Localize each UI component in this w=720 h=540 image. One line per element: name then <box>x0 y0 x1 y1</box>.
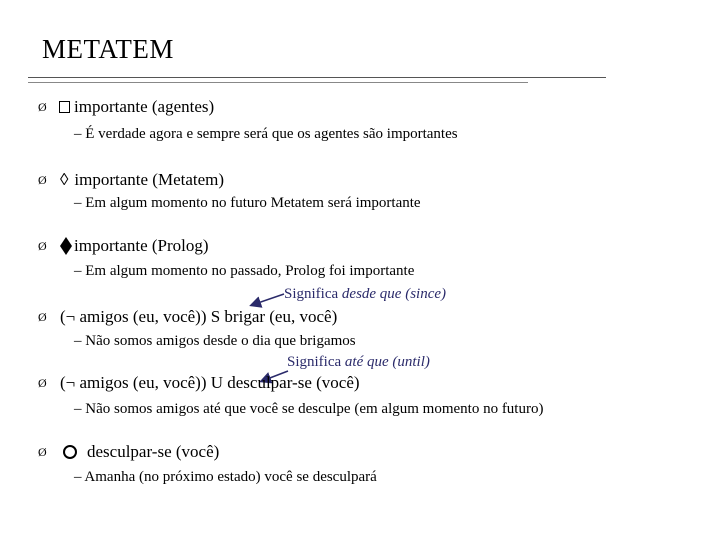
sub-since: – Não somos amigos desde o dia que brigamos <box>74 333 356 349</box>
bullet-text: (¬ amigos (eu, você)) U desculpar-se (você) <box>60 373 360 392</box>
note-meaning: desde que (since) <box>341 286 447 302</box>
bullet-text: importante (Metatem) <box>74 170 225 189</box>
bullet-text: importante (Prolog) <box>74 236 209 255</box>
sub-sometime-past: – Em algum momento no passado, Prolog foi importante <box>74 263 415 279</box>
bullet-text: desculpar-se (você) <box>87 442 220 461</box>
next-operator-icon <box>63 445 77 459</box>
sub-always: – É verdade agora e sempre será que os agentes são importantes <box>74 126 458 142</box>
note-until <box>287 354 430 371</box>
bullet-next <box>38 442 219 462</box>
sub-until: – Não somos amigos até que você se desculpe (em algum momento no futuro) <box>74 401 544 417</box>
note-prefix: Significa <box>287 354 342 370</box>
diamond-operator-icon: ◊ <box>60 170 69 189</box>
sub-next: – Amanha (no próximo estado) você se desculpará <box>74 469 377 485</box>
bullet-arrow-icon: Ø <box>38 238 47 253</box>
bullet-text: importante (agentes) <box>74 97 215 116</box>
note-meaning: até que (until) <box>344 354 430 370</box>
bullet-until <box>38 373 360 393</box>
bullet-text: (¬ amigos (eu, você)) S brigar (eu, você) <box>60 307 338 326</box>
bullet-arrow-icon: Ø <box>38 375 47 390</box>
sub-sometime-future: – Em algum momento no futuro Metatem será importante <box>74 195 421 211</box>
bullet-arrow-icon: Ø <box>38 99 47 114</box>
bullet-since <box>38 307 337 327</box>
bullet-arrow-icon: Ø <box>38 172 47 187</box>
bullet-arrow-icon: Ø <box>38 309 47 324</box>
slide-title: METATEM <box>42 34 174 64</box>
note-prefix: Significa <box>284 286 339 302</box>
bullet-arrow-icon: Ø <box>38 444 47 459</box>
